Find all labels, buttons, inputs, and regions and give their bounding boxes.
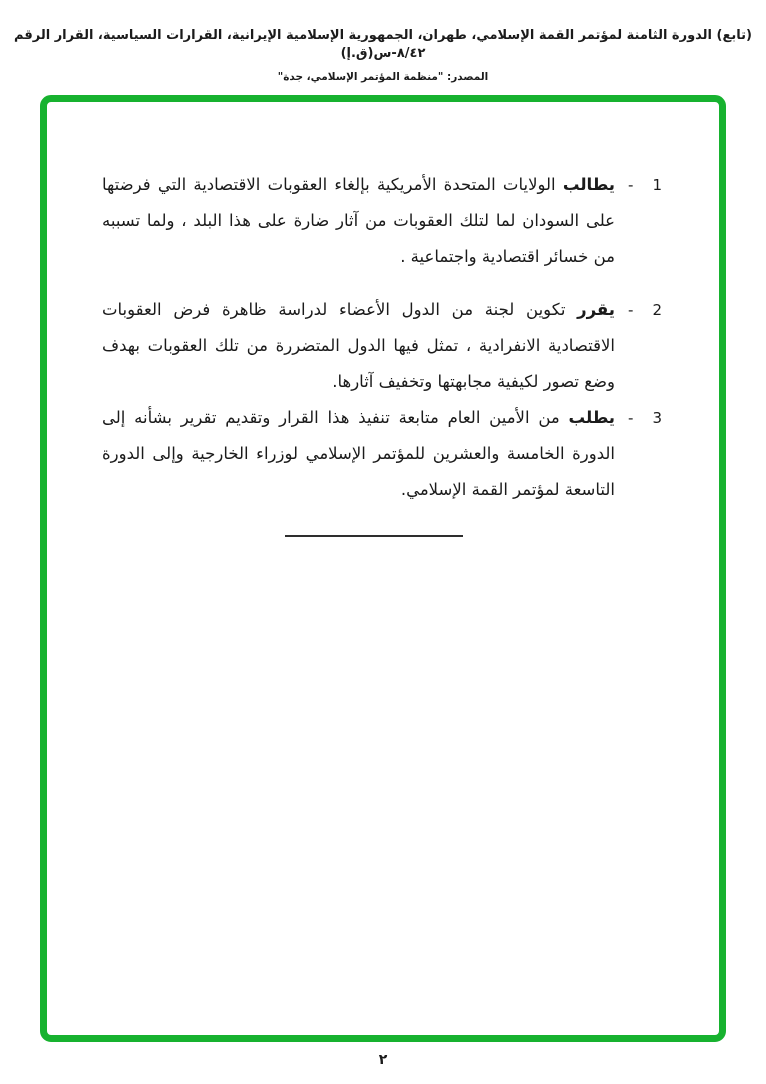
clause-1-number: 1 (652, 176, 662, 194)
header-title: (تابع) الدورة الثامنة لمؤتمر القمة الإسلامي، طهران، الجمهورية الإسلامية الإيرانية، القرارات السياسية، القرار الرقم ٨/٤٢-س(ق.إ) (14, 28, 752, 62)
clause-3-dash: - (628, 409, 634, 427)
clause-1-text (102, 167, 615, 275)
resolution-clauses (102, 167, 662, 537)
clause-2 (102, 292, 662, 400)
clause-1-marker (628, 167, 662, 203)
clause-2-text (102, 292, 615, 400)
document-header (0, 27, 766, 83)
page-number: ٢ (378, 1052, 388, 1068)
clause-3 (102, 400, 662, 508)
clause-2-number: 2 (652, 301, 662, 319)
clause-3-marker (628, 400, 662, 436)
end-of-text-divider (285, 535, 463, 537)
clause-3-lead-word: يطلب (568, 408, 615, 427)
clause-2-dash: - (628, 301, 634, 319)
clause-1-body: الولايات المتحدة الأمريكية بإلغاء العقوبات الاقتصادية التي فرضتها على السودان لما لتلك العقوبات من آثار ضارة على هذا البلد ، ولما تسببه من خسائر اقتصادية واجتماعية . (102, 175, 615, 266)
clause-3-text (102, 400, 615, 508)
clause-2-lead-word: يقرر (577, 300, 615, 319)
clause-1-dash: - (628, 176, 634, 194)
header-source: المصدر: "منظمة المؤتمر الإسلامي، جدة" (277, 71, 489, 84)
clause-1 (102, 167, 662, 275)
clause-2-marker (628, 292, 662, 328)
clause-3-body: من الأمين العام متابعة تنفيذ هذا القرار وتقديم تقرير بشأنه إلى الدورة الخامسة والعشرين للمؤتمر الإسلامي لوزراء الخارجية وإلى الدورة التاسعة لمؤتمر القمة الإسلامي. (102, 408, 615, 499)
clause-2-body: تكوين لجنة من الدول الأعضاء لدراسة ظاهرة فرض العقوبات الاقتصادية الانفرادية ، تمثل فيها الدول المتضررة من تلك العقوبات بهدف وضع تصور لكيفية مجابهتها وتخفيف آثارها. (102, 300, 615, 391)
clause-1-lead-word: يطالب (562, 175, 615, 194)
clause-3-number: 3 (652, 409, 662, 427)
